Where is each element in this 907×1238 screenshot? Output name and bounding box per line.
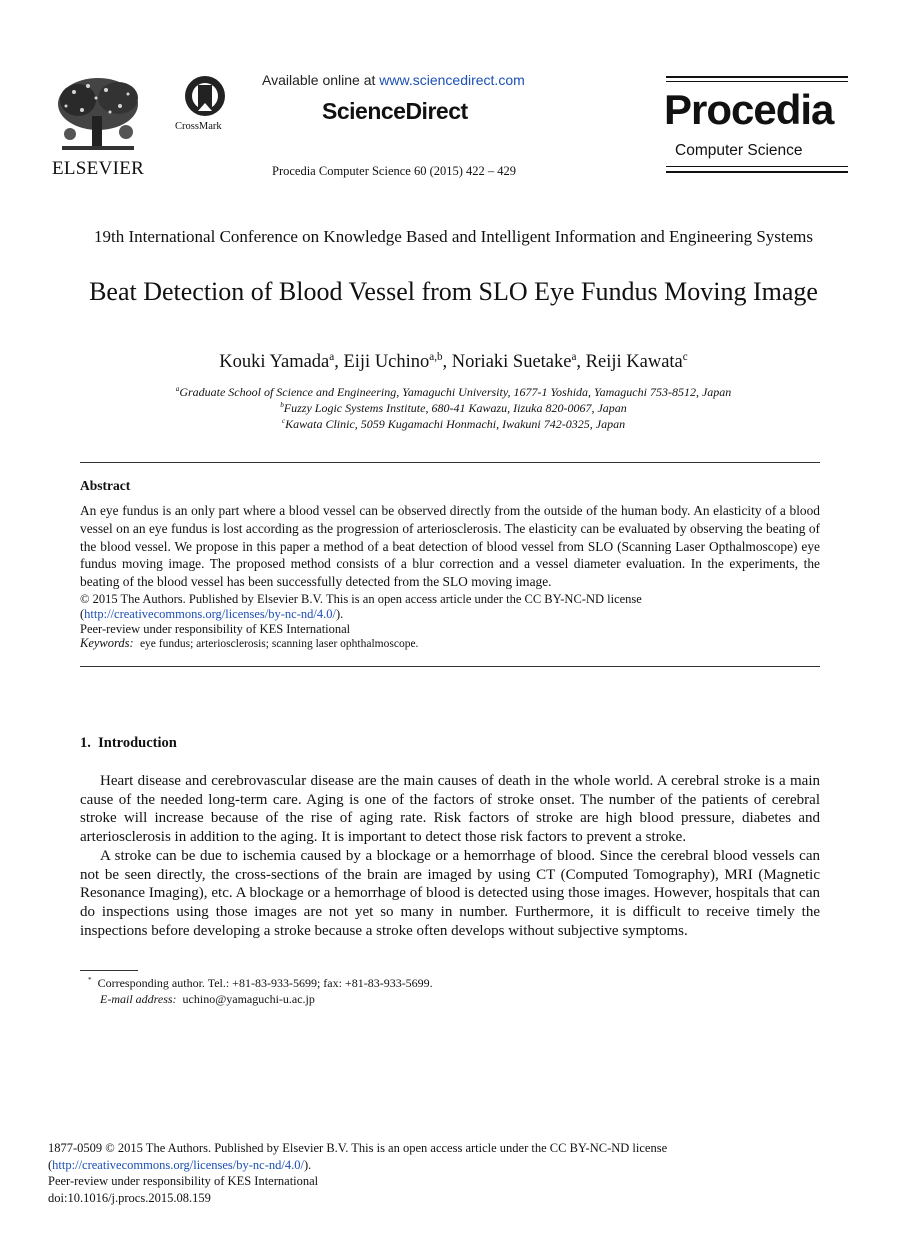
license-link[interactable]: http://creativecommons.org/licenses/by-nc-nd/4.0/ (84, 606, 336, 621)
doi[interactable]: doi:10.1016/j.procs.2015.08.159 (48, 1190, 211, 1205)
section-heading (80, 735, 177, 752)
keywords-label: Keywords: (80, 636, 134, 650)
author-affiliation-mark: c (682, 350, 688, 363)
keywords-line (80, 636, 418, 651)
affiliation-text: Graduate School of Science and Engineering, Yamaguchi University, 1677-1 Yoshida, Yamaguchi 753-8512, Japan (179, 385, 732, 399)
footer-license-line (48, 1157, 667, 1174)
page-footer (48, 1140, 667, 1206)
footnote-rule (80, 970, 138, 971)
author-name: Eiji Uchino (343, 352, 430, 372)
affiliation (0, 385, 907, 400)
sciencedirect-link[interactable]: www.sciencedirect.com (379, 72, 525, 88)
footer-peer-review: Peer-review under responsibility of KES International (48, 1174, 319, 1188)
elsevier-logo (48, 72, 148, 180)
copyright-notice (80, 592, 642, 621)
section-number: 1. (80, 735, 91, 751)
affiliation-mark: c (281, 417, 286, 425)
paren: ). (335, 606, 344, 621)
author-name: Kouki Yamada (219, 352, 330, 372)
logo-rule-bottom-thin (666, 166, 848, 167)
paragraph: A stroke can be due to ischemia caused by a blockage or a hemorrhage of blood. Since the cerebral blood vessels can not be seen directly, the cross-sections of the brain are imaged by using CT (Computed Tomography), MRI (Magnetic Resonance Imaging), etc. A blockage or a hemorrhage of blood is detected using those images. However, hospitals that can do inspections using those images are not yet so many in number. Furthermore, it is difficult to receive timely the inspections before developing a stroke because a stroke often develops without subjective symptoms. (80, 847, 820, 939)
abstract-body: An eye fundus is an only part where a blood vessel can be observed directly from the outside of the human body. An elasticity of a blood vessel on an eye fundus is lost according as the progression of arteriosclerosis. The elasticity can be evaluated by observing the beating of the blood vessel. We propose in this paper a method of a beat detection of blood vessel from SLO (Scanning Laser Opthalmoscope) eye fundus moving image. The proposed method consists of a blur correction and a vessel diameter evaluation. In the experiments, the beating of the blood vessel has been successfully detected from the SLO moving image. (80, 503, 820, 590)
paragraph: Heart disease and cerebrovascular disease are the main causes of death in the whole world. A cerebral stroke is a main cause of the needed long-term care. Aging is one of the factors of stroke onset. The number of the patients of cerebral stroke will increase because of the rise of aging rate. Risk factors of stroke are high blood pressure, diabetes and arteriosclerosis in addition to the aging. It is important to detect those risk factors to prevent a stroke. (80, 773, 820, 846)
abstract-rule-top (80, 462, 820, 463)
footer-license-link[interactable]: http://creativecommons.org/licenses/by-nc-nd/4.0/ (52, 1157, 304, 1172)
available-online-line (262, 72, 525, 88)
crossmark-badge[interactable] (170, 75, 240, 137)
author-list: Kouki Yamada$^a$, Eiji Uchino$^{a,b}$, Noriaki Suetake$^a$, Reiji Kawata$^c$ (219, 350, 688, 372)
logo-rule-top-thin (666, 81, 848, 82)
journal-reference: Procedia Computer Science 60 (2015) 422 – 429 (272, 164, 517, 178)
affiliation (0, 417, 907, 432)
author-affiliation-mark: a,b (429, 350, 443, 363)
paper-title: Beat Detection of Blood Vessel from SLO Eye Fundus Moving Image (89, 277, 818, 306)
corresponding-author-note (88, 976, 433, 991)
section-title: Introduction (98, 735, 177, 751)
keywords-values: eye fundus; arteriosclerosis; scanning laser ophthalmoscope. (139, 638, 419, 650)
introduction-body (80, 772, 820, 940)
affiliation-mark: a (175, 385, 180, 393)
abstract-heading: Abstract (80, 478, 131, 493)
license-line (80, 607, 642, 622)
author-name: Reiji Kawata (585, 352, 683, 372)
procedia-logo (662, 76, 848, 174)
logo-rule-top (666, 76, 848, 78)
email-address[interactable]: uchino@yamaguchi-u.ac.jp (182, 992, 315, 1006)
paren: ). (303, 1157, 312, 1172)
crossmark-label: CrossMark (175, 121, 222, 132)
issn-line: 1877-0509 © 2015 The Authors. Published by Elsevier B.V. This is an open access article under the CC BY-NC-ND license (48, 1141, 668, 1155)
crossmark-icon (170, 75, 240, 121)
author-name: Noriaki Suetake (451, 352, 572, 372)
author-affiliation-mark: a (571, 350, 577, 363)
affiliation-text: Fuzzy Logic Systems Institute, 680-41 Kawazu, Iizuka 820-0067, Japan (283, 401, 627, 415)
sciencedirect-wordmark: ScienceDirect (322, 98, 468, 124)
footnote-marker: * (88, 976, 92, 984)
conference-name: 19th International Conference on Knowledge Based and Intelligent Information and Engineering Systems (94, 227, 813, 246)
affiliation-text: Kawata Clinic, 5059 Kugamachi Honmachi, Iwakuni 742-0325, Japan (285, 417, 626, 431)
author-affiliation-mark: a (329, 350, 335, 363)
affiliation-mark: b (280, 401, 284, 409)
copyright-line: © 2015 The Authors. Published by Elsevier B.V. This is an open access article under the CC BY-NC-ND license (80, 592, 642, 606)
email-label: E-mail address: (100, 992, 177, 1006)
abstract-rule-bottom (80, 666, 820, 667)
logo-rule-bottom (666, 171, 848, 173)
paren: ( (48, 1157, 53, 1172)
peer-review-note: Peer-review under responsibility of KES International (80, 622, 351, 636)
paren: ( (80, 606, 85, 621)
available-online-prefix: Available online at (262, 72, 376, 88)
affiliation (0, 401, 907, 416)
procedia-subtitle: Computer Science (675, 142, 803, 159)
procedia-wordmark: Procedia (664, 86, 834, 133)
corresponding-text: Corresponding author. Tel.: +81-83-933-5699; fax: +81-83-933-5699. (97, 976, 433, 990)
elsevier-wordmark: ELSEVIER (52, 158, 145, 179)
email-note (100, 992, 315, 1007)
